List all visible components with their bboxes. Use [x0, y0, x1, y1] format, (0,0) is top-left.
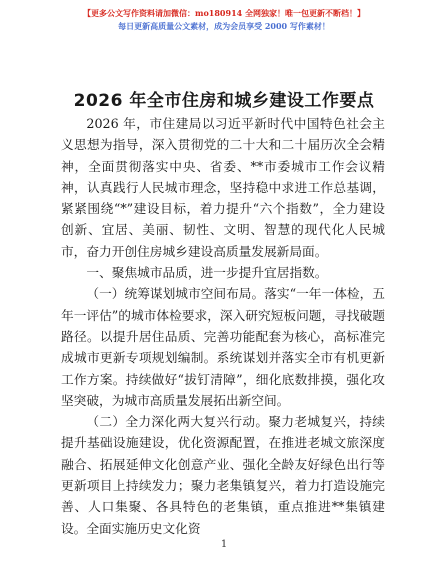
- promo-banner-line-1: 【更多公文写作资料请加微信：mo180914 全网独家！唯一包更新不断档！】: [83, 8, 365, 18]
- document-body: [61, 113, 385, 539]
- page-number: 1: [220, 539, 228, 550]
- body-paragraph: （一）统筹谋划城市空间布局。落实“一年一体检，五年一评估”的城市体检要求，深入研究短板问题，寻找破题路径。以提升居住品质、完善功能配套为核心，高标准完成城市更新专项规划编制。系统谋划并落实全市有机更新工作方案。持续做好“拔钉清障”，细化底数排摸，强化攻坚突破，为城市高质量发展拓出新空间。: [61, 286, 385, 408]
- intro-paragraph: 2026 年，市住建局以习近平新时代中国特色社会主义思想为指导，深入贯彻党的二十大和二十届历次全会精神，全面贯彻落实中央、省委、**市委城市工作会议精神，认真践行人民城市理念，坚持稳中求进工作总基调，紧紧围绕“*”建设目标，着力提升“六个指数”，全力建设创新、宜居、美丽、韧性、文明、智慧的现代化人民城市，奋力开创住房城乡建设高质量发展新局面。: [61, 116, 385, 259]
- body-paragraph: （二）全力深化两大复兴行动。聚力老城复兴，持续提升基础设施建设，优化资源配置，在推进老城文旅深度融合、拓展延伸文化创意产业、强化全龄友好绿色出行等更新项目上持续发力；聚力老集镇复兴，着力打造设施完善、人口集聚、各具特色的老集镇，重点推进**集镇建设。全面实施历史文化资: [61, 414, 385, 536]
- section-heading: 一、聚焦城市品质，进一步提升宜居指数。: [86, 265, 328, 281]
- document-title: 2026 年全市住房和城乡建设工作要点: [73, 91, 375, 111]
- promo-banner-line-2: 每日更新高质量公文素材，成为会员享受 2000 写作素材！: [118, 21, 330, 31]
